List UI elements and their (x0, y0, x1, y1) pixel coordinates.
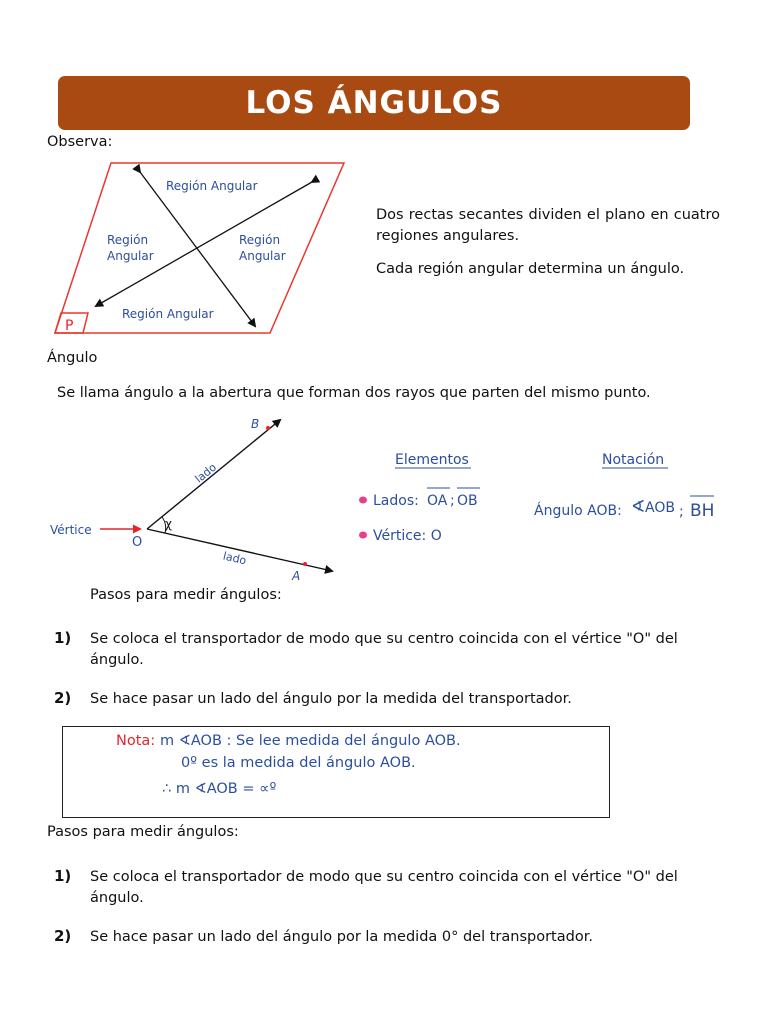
plane-label: P (65, 318, 74, 334)
intro-paragraph-2: Cada región angular determina un ángulo. (376, 261, 685, 277)
steps-1-item-2-number: 2) (54, 689, 72, 707)
point-a-dot (303, 562, 307, 566)
region-right-label-1: Región (239, 233, 281, 247)
point-a-label: A (292, 569, 301, 583)
observa-label: Observa: (47, 134, 113, 150)
elements-sides-sep: ; (450, 493, 455, 509)
side-bottom-label: lado (221, 549, 248, 568)
notation-sep: ; (679, 504, 684, 520)
elements-sides-ob: OB (457, 493, 478, 509)
steps-2-item-2-text: Se hace pasar un lado del ángulo por la medida 0° del transportador. (90, 929, 593, 945)
vertex-label: O (132, 535, 143, 550)
angle-diagram (40, 410, 360, 586)
notation-bh: BH (690, 501, 715, 521)
bullet-sides (359, 497, 367, 504)
elements-title: Elementos (395, 452, 469, 468)
steps-1-item-1-number: 1) (54, 629, 72, 647)
side-top-label: lado (192, 460, 219, 486)
region-left-label-2: Angular (107, 249, 154, 263)
secant-lines-diagram (50, 158, 350, 340)
elements-vertex: Vértice: O (373, 528, 442, 544)
steps-1-item-1-text: Se coloca el transportador de modo que su centro coincida con el vértice "O" del ángulo. (90, 631, 678, 668)
vertex-pointer-label: Vértice (50, 523, 92, 537)
region-top-label: Región Angular (166, 179, 258, 193)
notation-symbol: ∢ (631, 497, 646, 517)
notation-aob: AOB (645, 500, 675, 516)
point-b-label: B (251, 417, 260, 431)
page-title: LOS ÁNGULOS (245, 85, 503, 121)
steps-2-item-2-number: 2) (54, 927, 72, 945)
region-left-label-1: Región (107, 233, 149, 247)
region-bottom-label: Región Angular (122, 307, 214, 321)
note-line-1: m ∢AOB : Se lee medida del ángulo AOB. (160, 733, 461, 749)
angle-symbol: χ (165, 517, 172, 531)
steps-2-heading: Pasos para medir ángulos: (47, 824, 239, 840)
elements-sides-label: Lados: (373, 493, 419, 509)
angulo-heading: Ángulo (47, 350, 98, 366)
title-banner (58, 76, 690, 130)
elements-sides-oa: OA (427, 493, 448, 509)
steps-1-heading: Pasos para medir ángulos: (90, 587, 282, 603)
note-line-3: ∴ m ∢AOB = ∝º (162, 781, 277, 797)
steps-2-item-1-text: Se coloca el transportador de modo que su centro coincida con el vértice "O" del ángulo. (90, 869, 678, 906)
note-label: Nota: (116, 733, 156, 749)
point-b-dot (266, 426, 270, 430)
steps-2-item-1-number: 1) (54, 867, 72, 885)
notation-label: Ángulo AOB: (534, 503, 622, 519)
elements-notation-panel (350, 440, 740, 560)
bullet-vertex (359, 532, 367, 539)
intro-paragraph-1: Dos rectas secantes dividen el plano en cuatro regiones angulares. (376, 207, 720, 244)
region-right-label-2: Angular (239, 249, 286, 263)
angle-definition: Se llama ángulo a la abertura que forman dos rayos que parten del mismo punto. (57, 385, 651, 401)
line-1 (140, 172, 255, 326)
note-line-2: 0º es la medida del ángulo AOB. (181, 755, 416, 771)
notation-title: Notación (602, 452, 665, 468)
steps-1-item-2-text: Se hace pasar un lado del ángulo por la medida del transportador. (90, 691, 572, 707)
